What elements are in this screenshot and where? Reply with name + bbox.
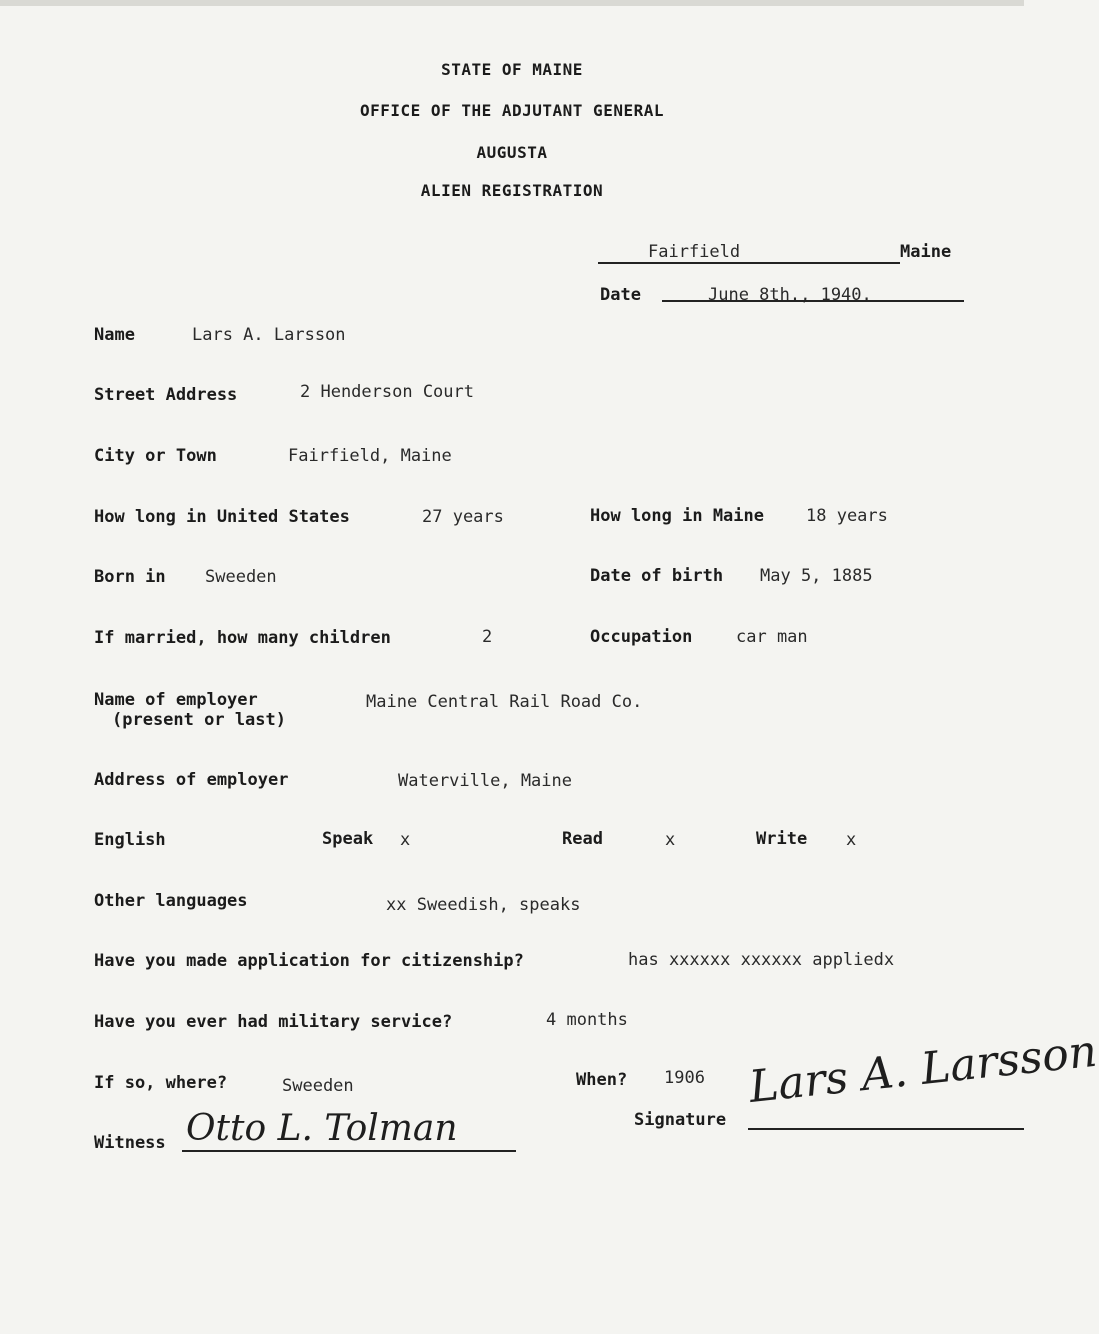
employer-address-label: Address of employer [94,770,289,790]
when-value: 1906 [664,1068,705,1088]
children-label: If married, how many children [94,628,391,648]
other-languages-value: xx Sweedish, speaks [386,895,581,915]
name-label: Name [94,325,135,345]
read-label: Read [562,829,603,849]
place-state: Maine [900,242,952,262]
speak-label: Speak [322,829,374,849]
write-label: Write [756,829,808,849]
read-value: x [665,830,676,850]
maine-years-value: 18 years [806,506,888,526]
date-value: June 8th., 1940. [708,285,872,305]
witness-underline [182,1150,516,1152]
signature-underline [748,1128,1024,1130]
place-underline [598,262,900,264]
city-value: Fairfield, Maine [288,446,452,466]
us-years-value: 27 years [422,507,504,527]
citizenship-label: Have you made application for citizenship? [94,951,524,971]
header-office: OFFICE OF THE ADJUTANT GENERAL [360,101,664,120]
english-label: English [94,830,166,850]
employer-value: Maine Central Rail Road Co. [366,692,643,712]
signature-label: Signature [634,1110,727,1130]
header-title: ALIEN REGISTRATION [420,181,604,200]
signature-handwriting: Lars A. Larsson [746,1025,1099,1113]
name-value: Lars A. Larsson [192,325,346,345]
header-state: STATE OF MAINE [441,60,583,79]
dob-value: May 5, 1885 [760,566,873,586]
employer-label: Name of employer [94,690,258,710]
born-value: Sweeden [205,567,277,587]
military-label: Have you ever had military service? [94,1012,453,1032]
born-label: Born in [94,567,166,587]
witness-handwriting: Otto L. Tolman [186,1108,458,1149]
witness-label: Witness [94,1133,166,1153]
scan-edge [0,0,1024,6]
date-label: Date [600,285,641,305]
city-label: City or Town [94,446,217,466]
when-label: When? [576,1070,628,1090]
citizenship-value: has xxxxxx xxxxxx appliedx [628,950,895,970]
date-underline [662,300,964,302]
employer-sublabel: (present or last) [112,710,286,730]
military-value: 4 months [546,1010,628,1030]
header-city: AUGUSTA [476,143,548,162]
employer-address-value: Waterville, Maine [398,771,572,791]
children-value: 2 [482,627,493,647]
where-value: Sweeden [282,1076,354,1096]
maine-years-label: How long in Maine [590,506,764,526]
where-label: If so, where? [94,1073,228,1093]
place-town: Fairfield [648,242,741,262]
speak-value: x [400,830,411,850]
us-years-label: How long in United States [94,507,350,527]
write-value: x [846,830,857,850]
other-languages-label: Other languages [94,891,248,911]
street-label: Street Address [94,385,238,405]
street-value: 2 Henderson Court [300,382,474,402]
dob-label: Date of birth [590,566,724,586]
occupation-value: car man [736,627,808,647]
occupation-label: Occupation [590,627,693,647]
